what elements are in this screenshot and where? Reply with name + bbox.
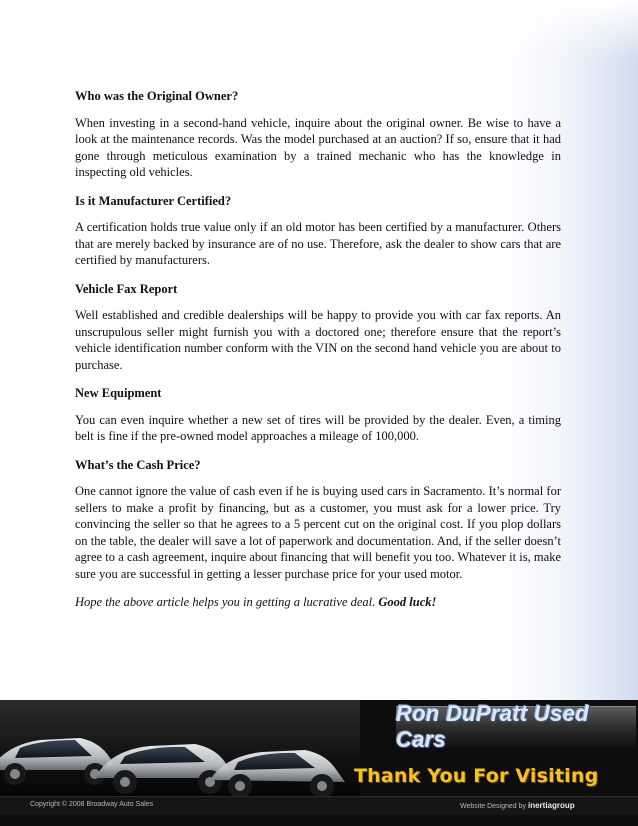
designer-name: inertiagroup bbox=[527, 801, 575, 810]
article bbox=[75, 88, 561, 623]
section-body: You can even inquire whether a new set of tires will be provided by the dealer. Even, a timing belt is fine if the pre-owned model approaches a mileage of 100,000. bbox=[75, 412, 561, 443]
thanks-banner bbox=[354, 758, 638, 794]
copyright-text: Copyright © 2008 Broadway Auto Sales bbox=[30, 801, 154, 808]
designer-prefix: Website Designed by bbox=[460, 803, 527, 810]
section-heading: Is it Manufacturer Certified? bbox=[75, 193, 232, 208]
section-heading: Who was the Original Owner? bbox=[75, 89, 239, 103]
footer-banner bbox=[0, 700, 638, 826]
closing-line: Hope the above article helps you in getting a lucrative deal. Good luck! bbox=[75, 595, 437, 609]
section-body: When investing in a second-hand vehicle, inquire about the original owner. Be wise to have a look at the maintenance records. Was the model purchased at an auction? If so, ensure that it had gone through meticulous examination by a trained mechanic who has the knowledge in inspecting old vehicles. bbox=[75, 115, 561, 179]
brand-logo-text: Ron DuPratt Used Cars bbox=[396, 701, 590, 752]
footer-bar bbox=[0, 796, 638, 815]
designer-credit bbox=[460, 801, 575, 810]
section-body: A certification holds true value only if an old motor has been certified by a manufacturer. Others that are merely backed by insurance are of no use. Therefore, ask the dealer to show cars that are certified by manufacturers. bbox=[75, 220, 561, 267]
cars-illustration bbox=[0, 700, 360, 800]
section-body: Well established and credible dealerships will be happy to provide you with car fax reports. An unscrupulous seller might furnish you with a doctored one; therefore ensure that the report’s vehicle identification number conform with the VIN on the second hand vehicle you are about to purchase. bbox=[75, 308, 561, 372]
cars-image bbox=[0, 700, 360, 800]
section-heading: New Equipment bbox=[75, 386, 162, 400]
brand-plate bbox=[396, 701, 636, 752]
section-body: One cannot ignore the value of cash even if he is buying used cars in Sacramento. It’s normal for sellers to make a profit by financing, but as a customer, you must ask for a lower price. Try convincing the seller so that he agrees to a 5 percent cut on the original cost. If you plop dollars on the table, the dealer will save a lot of paperwork and documentation. And, if the seller doesn’t agree to a cash agreement, inquire about financing that will benefit you too. Whatever it is, make sure you are successful in getting a lesser purchase price for your used motor. bbox=[75, 484, 561, 581]
closing-text: Hope the above article helps you in getting a lucrative deal bbox=[75, 595, 373, 609]
car-3 bbox=[210, 750, 345, 798]
page-top-fade bbox=[0, 0, 638, 60]
section-heading: What’s the Cash Price? bbox=[75, 457, 201, 472]
section-heading: Vehicle Fax Report bbox=[75, 281, 178, 296]
thanks-text: Thank You For Visiting bbox=[354, 765, 599, 787]
car-2 bbox=[95, 744, 232, 794]
closing-emphasis: Good luck! bbox=[378, 595, 437, 609]
